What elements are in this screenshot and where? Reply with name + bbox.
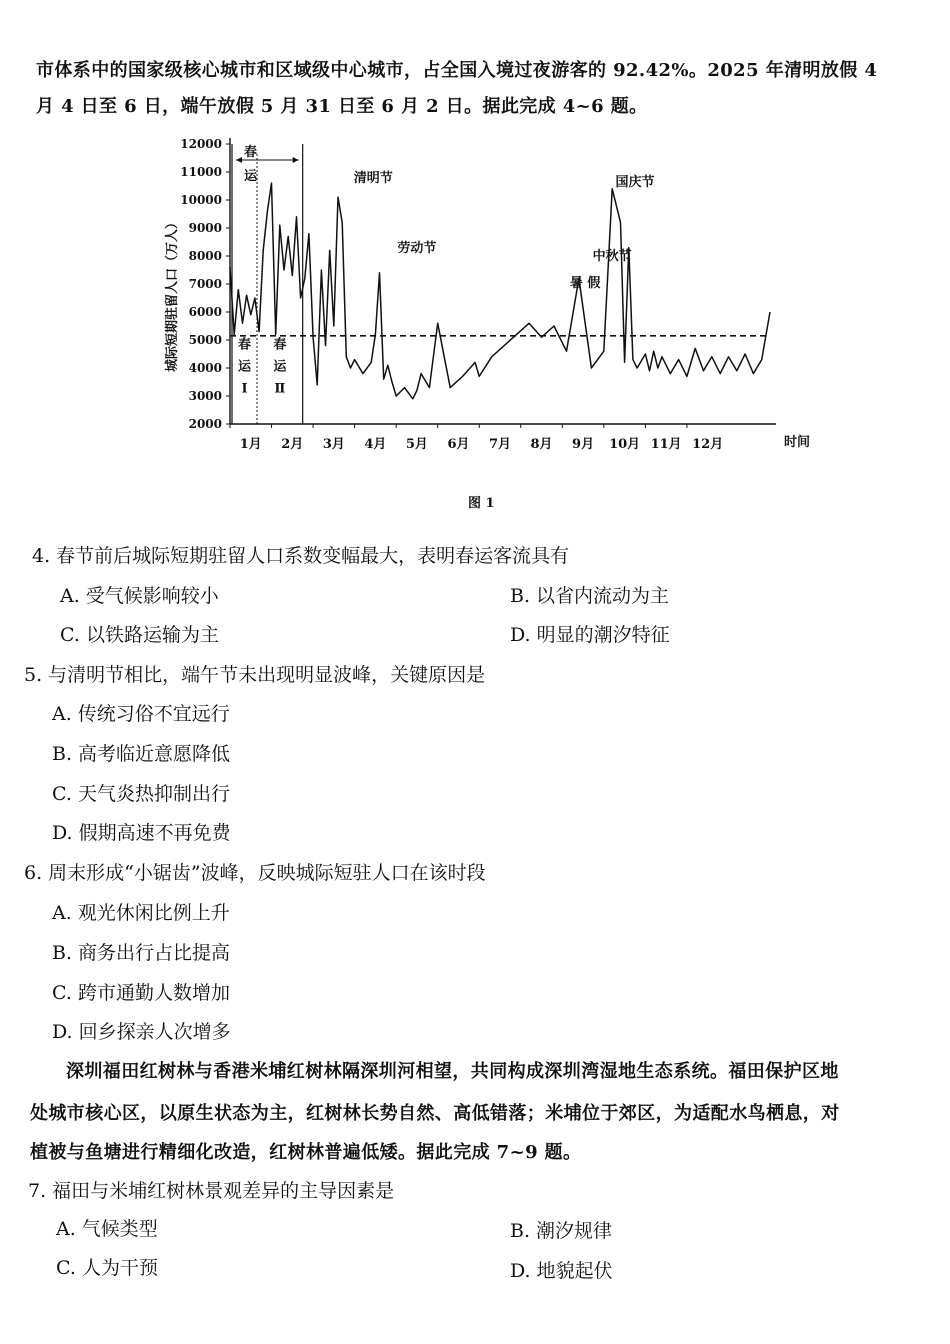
- guoqing-label: 国庆节: [615, 175, 655, 190]
- y-tick-label: 10000: [180, 193, 222, 207]
- x-tick-label: 6月: [447, 437, 470, 452]
- chunyun-2-label: 春: [273, 337, 287, 353]
- intro2-paragraph-line-3: 植被与鱼塘进行精细化改造，红树林普遍低矮。据此完成 7~9 题。: [30, 1142, 582, 1163]
- y-tick-label: 2000: [188, 417, 222, 431]
- y-tick-label: 11000: [180, 165, 222, 179]
- question-4-option-d[interactable]: D. 明显的潮汐特征: [510, 624, 670, 646]
- question-6-option-c[interactable]: C. 跨市通勤人数增加: [52, 982, 230, 1004]
- chunyun-arrow-left-head: [236, 157, 242, 163]
- chunyun-1-label: 春: [237, 337, 252, 353]
- question-7-option-b[interactable]: B. 潮汐规律: [510, 1220, 613, 1242]
- intro2-paragraph-line-1: 深圳福田红树林与香港米埔红树林隔深圳河相望，共同构成深圳湾湿地生态系统。福田保护区地: [66, 1061, 839, 1082]
- chunyun-top-label: 春: [243, 145, 258, 160]
- x-tick-label: 4月: [364, 437, 387, 452]
- y-tick-label: 3000: [188, 389, 222, 403]
- question-4-stem: 4. 春节前后城际短期驻留人口系数变幅最大，表明春运客流具有: [32, 545, 570, 567]
- shujia-label: 暑 假: [569, 275, 601, 291]
- question-4-option-c[interactable]: C. 以铁路运输为主: [60, 624, 219, 646]
- question-5-stem: 5. 与清明节相比，端午节未出现明显波峰，关键原因是: [24, 664, 486, 686]
- y-tick-label: 5000: [188, 333, 222, 347]
- chunyun-2-label: Ⅱ: [274, 381, 286, 397]
- question-7-option-c[interactable]: C. 人为干预: [56, 1257, 158, 1279]
- x-tick-label: 3月: [322, 437, 345, 452]
- question-6-stem: 6. 周末形成“小锯齿”波峰，反映城际短驻人口在该时段: [24, 862, 486, 884]
- x-tick-label: 9月: [572, 437, 595, 452]
- x-tick-label: 2月: [281, 437, 304, 452]
- question-4-option-b[interactable]: B. 以省内流动为主: [510, 585, 670, 607]
- x-tick-label: 8月: [530, 437, 553, 452]
- question-6-option-a[interactable]: A. 观光休闲比例上升: [52, 902, 230, 924]
- x-tick-label: 5月: [405, 437, 428, 452]
- chunyun-arrow-right-head: [293, 157, 299, 163]
- y-tick-label: 6000: [188, 305, 222, 319]
- x-tick-label: 11月: [650, 437, 682, 452]
- intro2-paragraph-line-2: 处城市核心区，以原生状态为主，红树林长势自然、高低错落；米埔位于郊区，为适配水鸟栖息，对: [30, 1103, 840, 1124]
- qingming-label: 清明节: [353, 170, 393, 186]
- chunyun-1-label: 运: [237, 359, 252, 375]
- question-5-option-d[interactable]: D. 假期高速不再免费: [52, 822, 231, 844]
- intro-paragraph-line-1: 市体系中的国家级核心城市和区域级中心城市，占全国入境过夜游客的 92.42%。2025 年清明放假 4: [36, 60, 878, 81]
- y-axis-label: 城际短期驻留人口（万人）: [165, 215, 180, 373]
- question-5-option-c[interactable]: C. 天气炎热抑制出行: [52, 783, 230, 805]
- series-line: [230, 183, 770, 399]
- x-tick-label: 7月: [488, 437, 512, 452]
- y-tick-label: 7000: [188, 277, 222, 291]
- question-5-option-a[interactable]: A. 传统习俗不宜远行: [52, 703, 230, 725]
- x-tick-label: 12月: [692, 437, 724, 452]
- zhongqiu-label: 中秋节: [592, 249, 632, 265]
- chart-svg: [150, 128, 830, 468]
- x-tick-label: 1月: [239, 437, 262, 452]
- question-4-option-a[interactable]: A. 受气候影响较小: [60, 585, 219, 607]
- intro-paragraph-line-2: 月 4 日至 6 日，端午放假 5 月 31 日至 6 月 2 日。据此完成 4~6 题。: [36, 96, 648, 117]
- chunyun-top-label-2: 运: [243, 169, 258, 184]
- figure-caption: 图 1: [468, 496, 495, 511]
- question-7-option-d[interactable]: D. 地貌起伏: [510, 1260, 613, 1282]
- y-tick-label: 4000: [188, 361, 222, 375]
- chunyun-2-label: 运: [273, 359, 287, 375]
- laodong-label: 劳动节: [397, 240, 437, 256]
- question-7-stem: 7. 福田与米埔红树林景观差异的主导因素是: [28, 1180, 395, 1202]
- question-6-option-b[interactable]: B. 商务出行占比提高: [52, 942, 231, 964]
- question-5-option-b[interactable]: B. 高考临近意愿降低: [52, 743, 231, 765]
- x-axis-label: 时间: [784, 435, 811, 450]
- y-tick-label: 8000: [188, 249, 222, 263]
- x-tick-label: 10月: [609, 437, 641, 452]
- y-tick-label: 12000: [180, 137, 222, 151]
- question-6-option-d[interactable]: D. 回乡探亲人次增多: [52, 1021, 231, 1043]
- chunyun-1-label: Ⅰ: [241, 381, 248, 397]
- y-tick-label: 9000: [188, 221, 222, 235]
- figure-1-chart: [150, 128, 830, 468]
- question-7-option-a[interactable]: A. 气候类型: [56, 1218, 158, 1240]
